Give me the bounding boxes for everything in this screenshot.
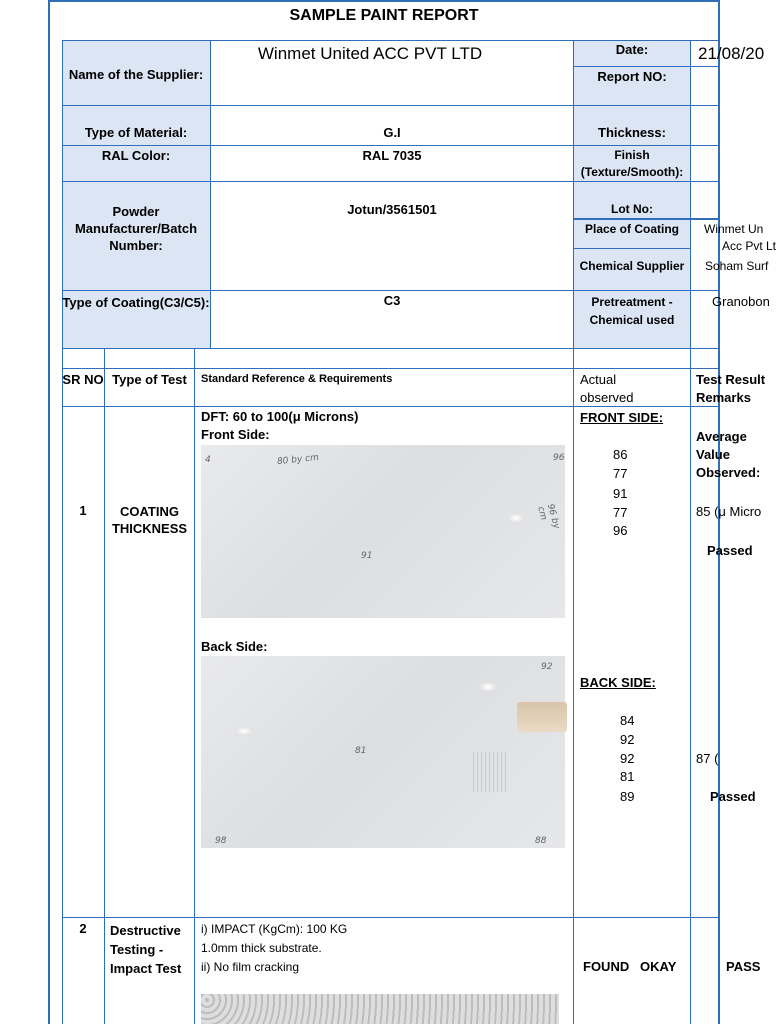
photo-mark: 88: [535, 836, 547, 846]
col-test-header: Type of Test: [112, 372, 187, 387]
pretreatment-label: Pretreatment - Chemical used: [589, 295, 675, 327]
front-value-2: 77: [613, 466, 628, 481]
row2-actual: FOUND OKAY: [583, 959, 677, 974]
row1-back-label: Back Side:: [201, 639, 268, 654]
date-label: Date:: [615, 42, 649, 57]
front-value-1: 86: [613, 447, 628, 462]
back-value-2: 92: [620, 732, 635, 747]
powder-label: Powder Manufacturer/Batch Number:: [74, 204, 198, 253]
col-result-header: Test Result Remarks: [696, 372, 766, 405]
front-average: 85 (μ Micro: [696, 504, 762, 519]
material-label: Type of Material:: [84, 125, 188, 140]
photo-mark: 96: [553, 453, 565, 463]
row1-dft: DFT: 60 to 100(μ Microns): [201, 409, 359, 424]
back-value-1: 84: [620, 713, 635, 728]
back-average: 87 (: [696, 751, 719, 766]
row2-test: Destructive Testing - Impact Test: [110, 923, 182, 976]
row2-result: PASS: [726, 959, 761, 974]
row2-req-1: i) IMPACT (KgCm): 100 KG: [201, 922, 348, 936]
finish-label: Finish (Texture/Smooth):: [580, 148, 684, 179]
photo-mark: 98: [215, 836, 227, 846]
place-value-1: Winmet Un: [704, 222, 764, 236]
front-value-3: 91: [613, 486, 628, 501]
ral-value: RAL 7035: [362, 148, 422, 163]
supplier-label: Name of the Supplier:: [68, 67, 204, 82]
row1-sr: 1: [79, 503, 87, 518]
photo-mark: 91: [361, 551, 373, 561]
lot-label: Lot No:: [611, 202, 653, 216]
col-actual-header: Actual observed: [580, 372, 634, 405]
row2-sr: 2: [79, 921, 87, 936]
back-value-3: 92: [620, 751, 635, 766]
photo-mark: 81: [355, 746, 367, 756]
report-title: SAMPLE PAINT REPORT: [289, 7, 479, 24]
back-value-5: 89: [620, 789, 635, 804]
photo-mark: 96 by cm: [535, 502, 562, 531]
coating-type-label: Type of Coating(C3/C5):: [62, 295, 210, 310]
row1-test: COATING THICKNESS: [111, 504, 188, 536]
coating-type-value: C3: [383, 293, 401, 308]
impact-test-photo: [201, 994, 559, 1024]
back-result: Passed: [710, 789, 756, 804]
chem-supplier-value: Soham Surf: [705, 259, 769, 273]
col-standard-header: Standard Reference & Requirements: [201, 373, 393, 385]
photo-mark: 4: [205, 455, 211, 465]
report-no-label: Report NO:: [597, 69, 667, 84]
thickness-label: Thickness:: [598, 125, 666, 140]
front-side-heading: FRONT SIDE:: [580, 410, 664, 425]
row2-req-2: 1.0mm thick substrate.: [201, 941, 322, 955]
back-side-photo: [201, 656, 565, 848]
col-sr-header: SR NO: [62, 372, 104, 387]
chem-supplier-label: Chemical Supplier: [579, 259, 685, 273]
back-side-heading: BACK SIDE:: [580, 675, 656, 690]
date-value: 21/08/20: [698, 44, 765, 63]
supplier-value: Winmet United ACC PVT LTD: [257, 44, 483, 63]
photo-mark: 80 by cm: [276, 452, 320, 468]
front-side-photo: [201, 445, 565, 618]
front-value-4: 77: [613, 505, 628, 520]
ral-label: RAL Color:: [101, 148, 171, 163]
place-value-2: Acc Pvt Lt: [722, 239, 776, 253]
place-label: Place of Coating: [584, 222, 679, 236]
back-value-4: 81: [620, 769, 635, 784]
average-label: Average Value Observed:: [696, 429, 761, 480]
material-value: G.I: [383, 125, 401, 140]
powder-value: Jotun/3561501: [347, 202, 437, 217]
pretreatment-value: Granobon: [712, 294, 770, 309]
photo-mark: 92: [541, 662, 553, 672]
row1-front-label: Front Side:: [201, 427, 270, 442]
front-value-5: 96: [613, 523, 628, 538]
row2-req-3: ii) No film cracking: [201, 960, 300, 974]
front-result: Passed: [707, 543, 753, 558]
